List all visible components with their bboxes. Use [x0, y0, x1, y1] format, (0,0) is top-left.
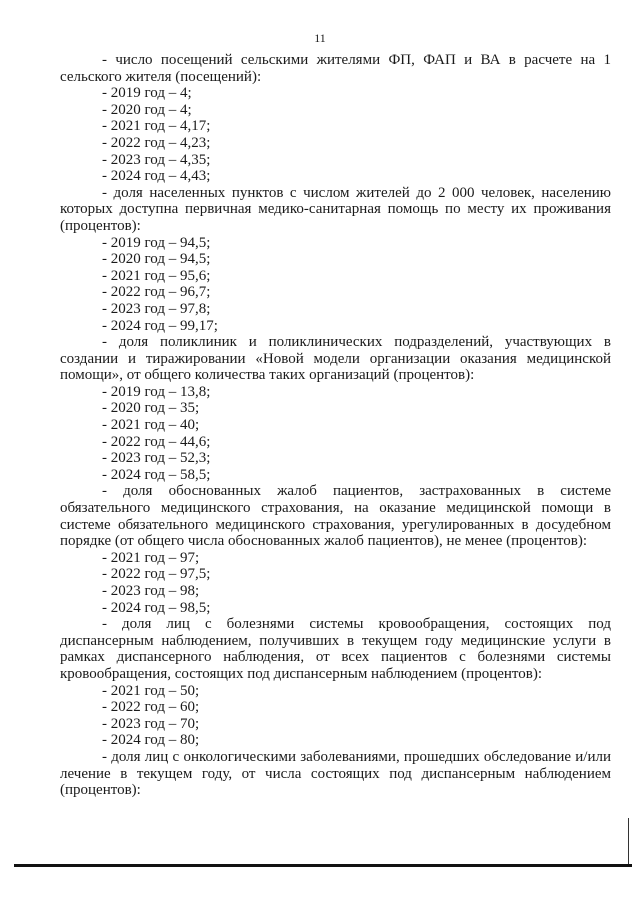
page-bottom-rule	[14, 864, 632, 867]
indicator-paragraph: - доля лиц с болезнями системы кровообращения, состоящих под диспансерным наблюдением, получивших в текущем году медицинские услуги в рамках диспансерного наблюдения, от всех пациентов с болезнями системы кровообращения, состоящих под диспансерным наблюдением (процентов):	[60, 616, 611, 682]
indicator-paragraph: - доля населенных пунктов с числом жителей до 2 000 человек, населению которых доступна первичная медико-санитарная помощь по месту их проживания (процентов):	[60, 184, 611, 234]
year-value-item: - 2023 год – 70;	[102, 715, 200, 732]
page-number: 11	[314, 31, 326, 45]
year-value-item: - 2024 год – 98,5;	[102, 599, 211, 616]
indicator-section	[60, 749, 611, 799]
year-value-item: - 2019 год – 4;	[102, 85, 192, 102]
year-value-item: - 2019 год – 94,5;	[102, 234, 211, 251]
indicator-paragraph: - доля поликлиник и поликлинических подразделений, участвующих в создании и тиражировании «Новой модели организации оказания медицинской помощи», от общего количества таких организаций (процентов):	[60, 334, 611, 384]
indicator-paragraph: - доля лиц с онкологическими заболеваниями, прошедших обследование и/или лечение в текущем году, от числа состоящих под диспансерным наблюдением (процентов):	[60, 748, 611, 799]
year-value-item: - 2023 год – 4,35;	[102, 151, 211, 168]
indicator-section	[60, 185, 611, 334]
year-value-item: - 2022 год – 60;	[102, 699, 200, 716]
year-value-item: - 2022 год – 96,7;	[102, 284, 211, 301]
year-value-item: - 2023 год – 97,8;	[102, 300, 211, 317]
indicator-paragraph: - число посещений сельскими жителями ФП, ФАП и ВА в расчете на 1 сельского жителя (посещений):	[60, 52, 611, 85]
year-value-item: - 2024 год – 58,5;	[102, 466, 211, 483]
indicator-paragraph: - доля обоснованных жалоб пациентов, застрахованных в системе обязательного медицинского страхования, на оказание медицинской помощи в системе обязательного медицинского страхования, урегулированных в досудебном порядке (от общего числа обоснованных жалоб пациентов), не менее (процентов):	[60, 483, 611, 550]
year-value-item: - 2021 год – 4,17;	[102, 118, 211, 135]
year-value-item: - 2024 год – 80;	[102, 732, 200, 749]
year-value-item: - 2024 год – 99,17;	[102, 317, 218, 334]
scan-edge-line	[628, 818, 629, 866]
indicator-section	[60, 483, 611, 616]
indicator-section	[60, 52, 611, 185]
year-value-item: - 2019 год – 13,8;	[102, 383, 211, 400]
year-value-item: - 2020 год – 4;	[102, 101, 192, 118]
year-value-item: - 2022 год – 97,5;	[102, 566, 211, 583]
indicator-section	[60, 616, 611, 749]
year-value-item: - 2020 год – 35;	[102, 400, 200, 417]
year-value-item: - 2023 год – 52,3;	[102, 450, 211, 467]
year-value-item: - 2021 год – 97;	[102, 549, 200, 566]
document-body	[60, 52, 611, 799]
year-value-item: - 2021 год – 50;	[102, 682, 200, 699]
indicator-section	[60, 334, 611, 483]
year-value-item: - 2020 год – 94,5;	[102, 251, 211, 268]
year-value-item: - 2024 год – 4,43;	[102, 168, 211, 185]
year-value-item: - 2021 год – 95,6;	[102, 267, 211, 284]
year-value-item: - 2021 год – 40;	[102, 417, 200, 434]
year-value-item: - 2023 год – 98;	[102, 583, 200, 599]
year-value-item: - 2022 год – 4,23;	[102, 134, 211, 151]
year-value-item: - 2022 год – 44,6;	[102, 433, 211, 450]
